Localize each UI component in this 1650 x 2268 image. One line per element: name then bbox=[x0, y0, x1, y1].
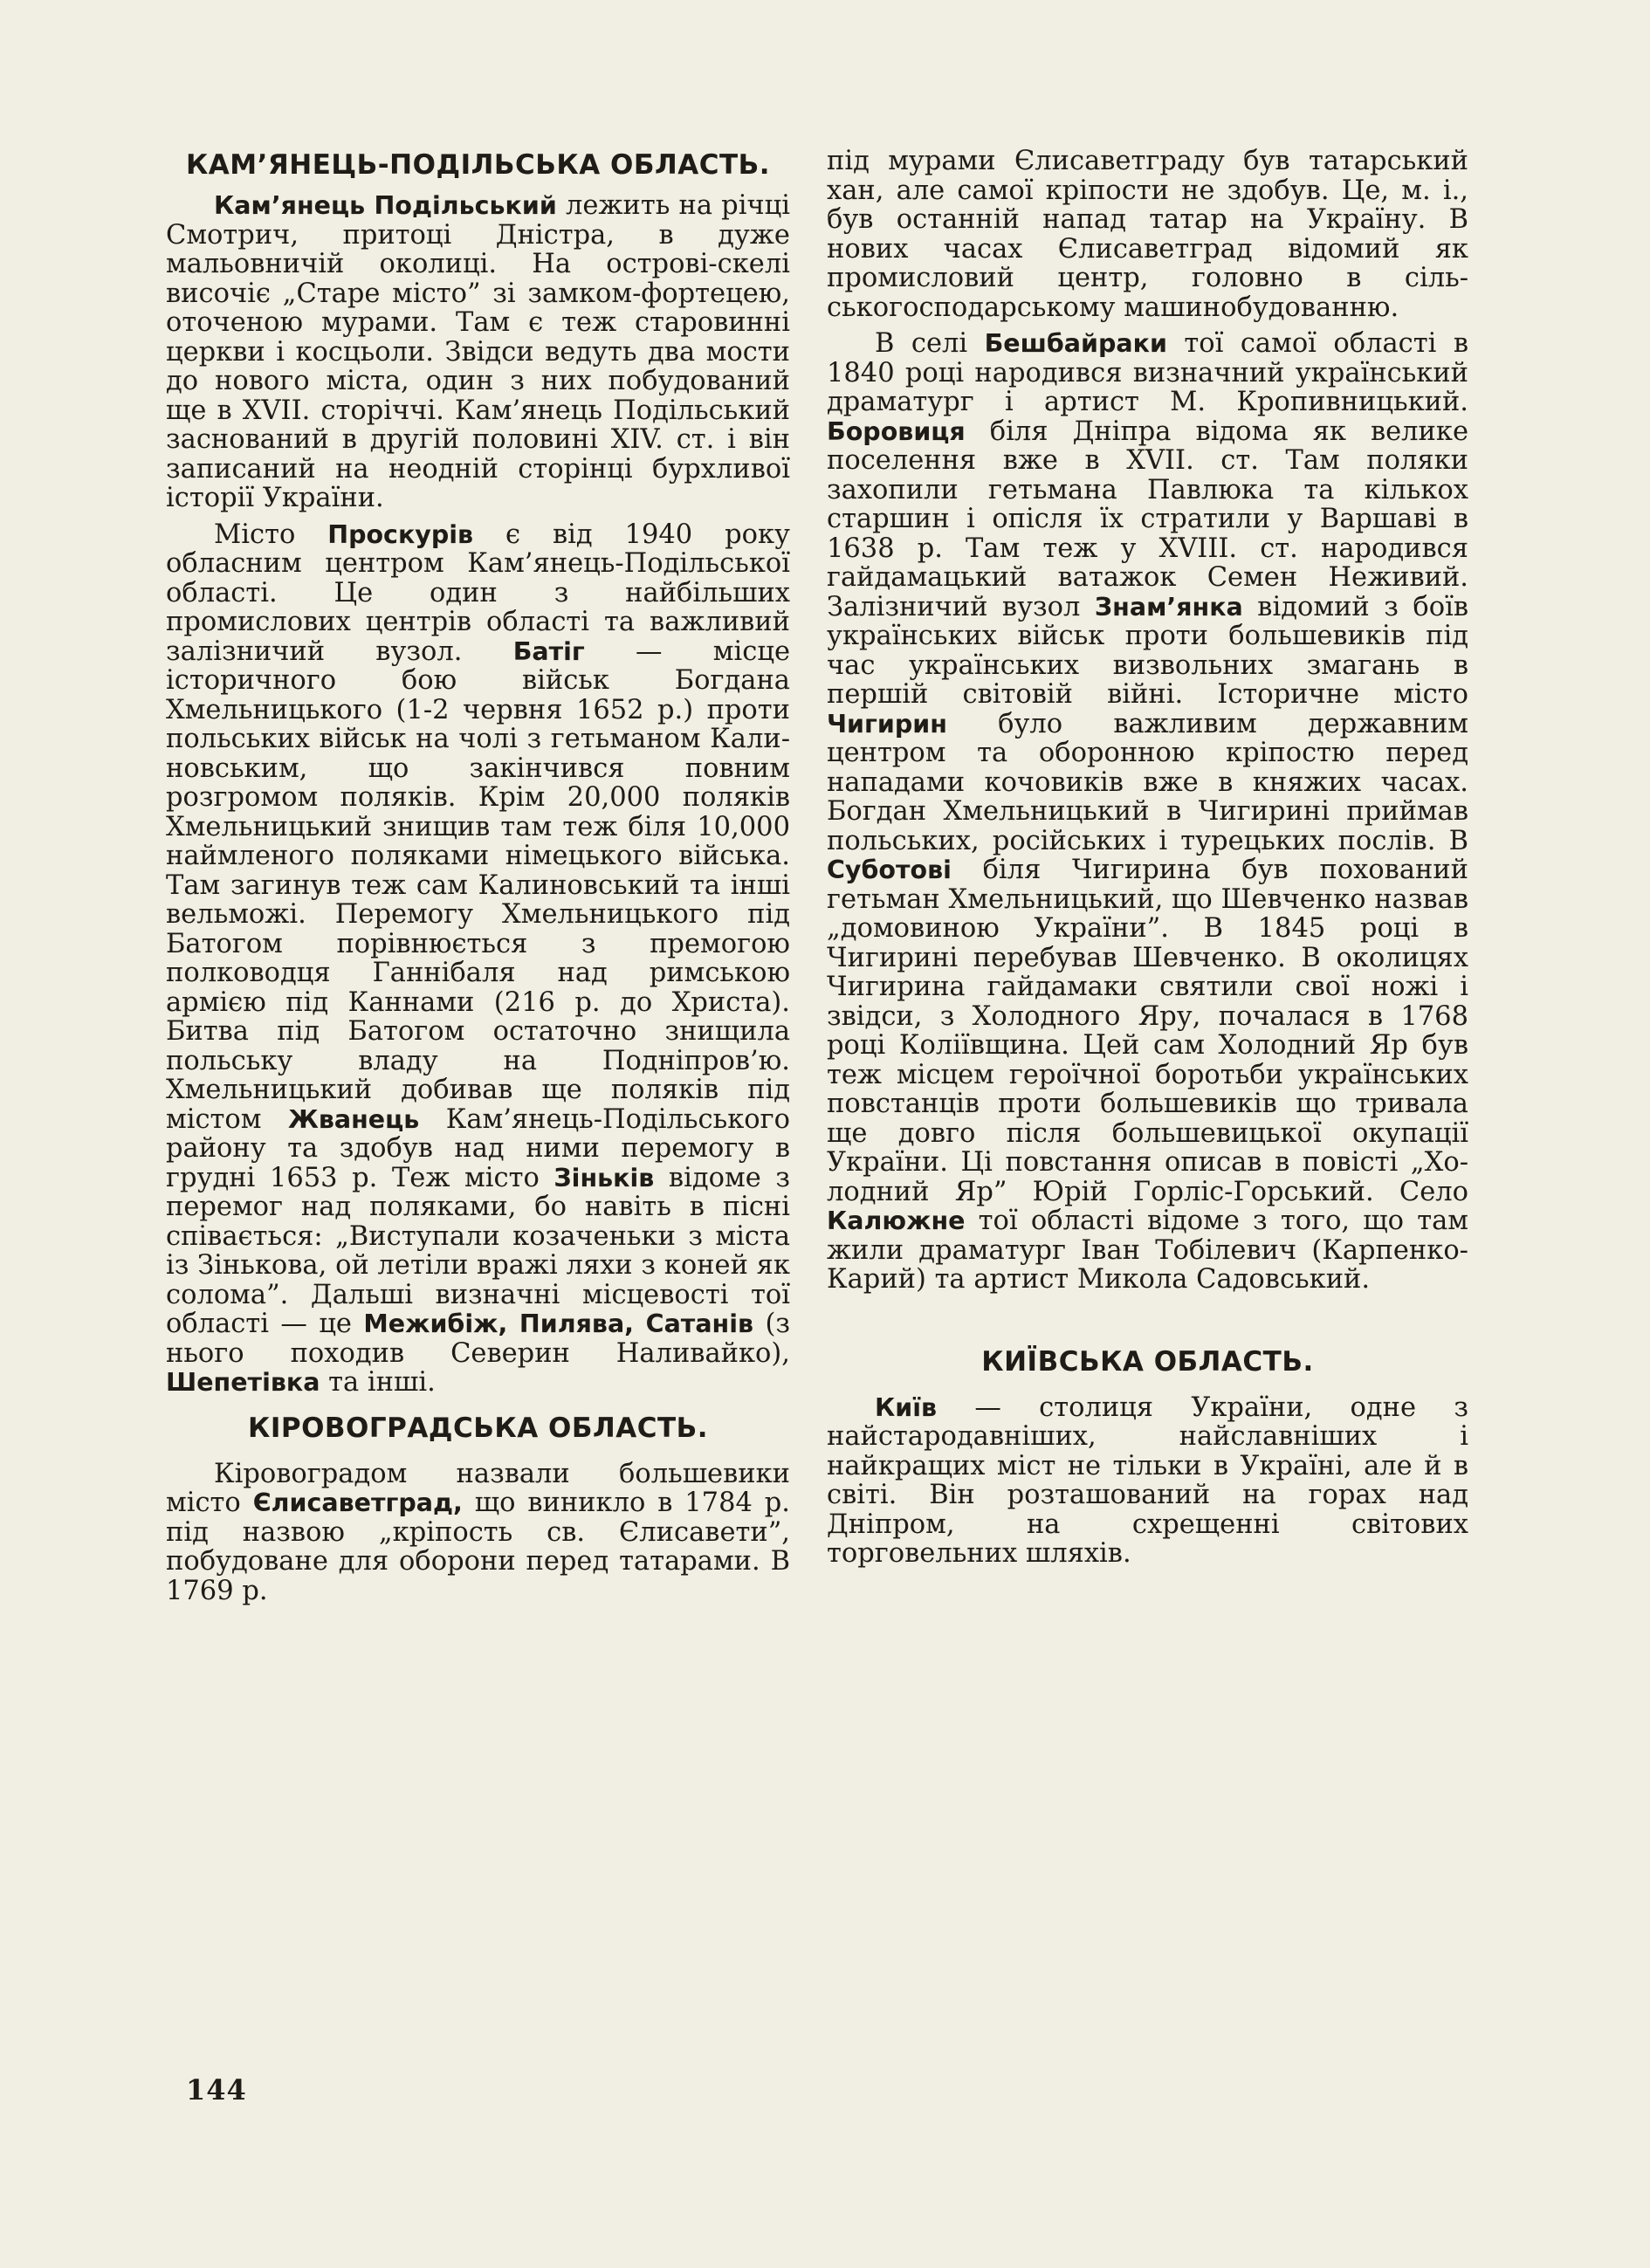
text-run: лежить на річці Смотрич, притоці Дністра, в дуже мальовничій околиці. На острові-скелі височіє „Старе місто” зі замком-фортецею, оточеною мурами. Там є теж старовинні церкви і косцьоли. Звідси ведуть два мости до нового міста, один з них побудований ще в XVII. сторіччі. Кам’янець Подільський заснований в другій половині XIV. ст. і він записаний на неодній сторінці бурхливої історії України. bbox=[166, 190, 790, 513]
paragraph-proskuriv bbox=[166, 520, 790, 1398]
text-run: відоме з перемог над поляками, бо навіть в пісні співається: „Виступали козаченьки з міста із Зінькова, ой летіли вражі ляхи з коней як солома”. Дальші визначні місцевості тої області — це bbox=[166, 1162, 790, 1339]
paragraph-kamianets bbox=[166, 191, 790, 513]
text-run: що виникло в 1784 р. під назвою „кріпость св. Єлисавети”, побудоване для оборони перед татарами. В 1769 р. bbox=[166, 1488, 790, 1606]
text-run: біля Чигирина був похований гетьман Хмельницький, що Шевченко назвав „домовиною України”. В 1845 році в Чигирині перебував Шевченко. В околицях Чигирина гайдамаки святили свої ножі і звідси, з Холодного Яру, почалася в 1768 році Коліївщина. Цей сам Холодний Яр був теж місцем героїчної боротьби українських повстанців проти большевиків що тривала ще довго після большевицької окупації України. Ці повстання описав в повісті „Холодний Яр” Юрій Горліс-Горський. Село bbox=[827, 855, 1468, 1207]
paragraph-kyiv bbox=[827, 1393, 1468, 1569]
left-column bbox=[166, 140, 790, 1605]
bold-place-name: Калюжне bbox=[827, 1206, 966, 1235]
text-run: було важливим державним центром та оборонною кріпостю перед нападами кочовиків вже в княжих часах. Богдан Хмельницький в Чигирині приймав польських, російських і турецьких послів. В bbox=[827, 708, 1468, 856]
bold-place-name: Батіг bbox=[512, 636, 585, 666]
text-run: — місце історичного бою військ Богдана Хмельницького (1-2 червня 1652 р.) проти польських військ на чолі з гетьманом Калиновським, що закінчився повним розгромом поляків. Крім 20,000 поляків Хмельницький знищив там теж біля 10,000 наймленого поляками німецького війська. Там загинув теж сам Калиновський та інші вельможі. Перемогу Хмельницького під Батогом порівнюється з премогою полководця Ганнібаля над римською армією під Каннами (216 р. до Христа). Битва під Батогом остаточно знищила польську владу на Подніпров’ю. Хмельницький добивав ще поляків під містом bbox=[166, 636, 790, 1135]
paragraph-kirovohrad bbox=[166, 1460, 790, 1606]
heading-kamianets-podilska: КАМ’ЯНЕЦЬ-ПОДІЛЬСЬКА ОБЛАСТЬ. bbox=[185, 149, 771, 181]
bold-place-name: Жванець bbox=[287, 1104, 420, 1134]
text-run: біля Дніпра відома як велике поселення вже в XVII. ст. Там поляки захопили гетьмана Павлюка та кількох старшин і опісля їх стратили у Варшаві в 1638 р. Там теж у XVIII. ст. народився гайдамацький ватажок Семен Неживий. Залізничий вузол bbox=[827, 416, 1468, 622]
text-run: (з нього походив Северин Наливайко), bbox=[166, 1309, 790, 1369]
heading-kyivska: КИЇВСЬКА ОБЛАСТЬ. bbox=[981, 1345, 1314, 1378]
paragraph-yelysavethrad-cont bbox=[827, 147, 1468, 322]
bold-place-name: Боровиця bbox=[827, 416, 966, 446]
bold-place-name: Межибіж, Пилява, Сатанів bbox=[363, 1309, 754, 1338]
text-run: є від 1940 року обласним центром Кам’янець-Подільської області. Це один з найбільших промислових центрів області та важливий залізничий вузол. bbox=[166, 519, 790, 667]
bold-place-name: Чигирин bbox=[827, 709, 947, 739]
text-run: В селі bbox=[875, 328, 985, 359]
right-column bbox=[827, 147, 1468, 1569]
text-run: — столиця України, одне з найстародавніших, найславніших і найкращих міст не тільки в Україні, але й в світі. Він розташований на горах над Дніпром, на схрещенні світових торговельних шляхів. bbox=[827, 1392, 1468, 1569]
text-run: відомий з боїв українських військ проти большевиків під час українських визвольних змагань в першій світовій війні. Історичне місто bbox=[827, 591, 1469, 710]
bold-place-name: Зіньків bbox=[553, 1163, 655, 1192]
text-run: під мурами Єлисаветграду був татарський хан, але самої кріпости не здобув. Це, м. і., був останній напад татар на Україну. В нових часах Єлисаветград відомий як промисловий центр, головно в сільськогосподарському машинобудованню. bbox=[827, 146, 1468, 323]
paragraph-beshbairaky bbox=[827, 329, 1468, 1295]
bold-place-name: Київ bbox=[875, 1392, 938, 1422]
text-run: тої області відоме з того, що там жили драматург Іван Тобілевич (Карпенко-Карий) та артист Микола Садовський. bbox=[827, 1206, 1468, 1295]
heading-kirovohradska: КІРОВОГРАДСЬКА ОБЛАСТЬ. bbox=[247, 1412, 709, 1444]
bold-place-name: Кам’янець Подільський bbox=[214, 191, 557, 220]
text-run: Кам’янець-Подільського району та здобув над ними перемогу в грудні 1653 р. Теж місто bbox=[166, 1103, 790, 1193]
bold-place-name: Шепетівка bbox=[166, 1368, 320, 1397]
bold-place-name: Проскурів bbox=[327, 519, 474, 549]
text-run: Кіровоградом назвали большевики місто bbox=[166, 1458, 790, 1518]
bold-place-name: Суботові bbox=[827, 856, 952, 884]
bold-place-name: Єлисаветград, bbox=[252, 1488, 463, 1517]
bold-place-name: Знам’янка bbox=[1094, 592, 1243, 622]
bold-place-name: Бешбайраки bbox=[984, 329, 1167, 358]
text-run: тої самої області в 1840 році народився визначний український драматург і артист М. Кропивницький. bbox=[827, 328, 1468, 417]
text-run: Місто bbox=[214, 519, 328, 550]
text-run: та інші. bbox=[320, 1367, 436, 1398]
page-number: 144 bbox=[186, 2073, 247, 2106]
